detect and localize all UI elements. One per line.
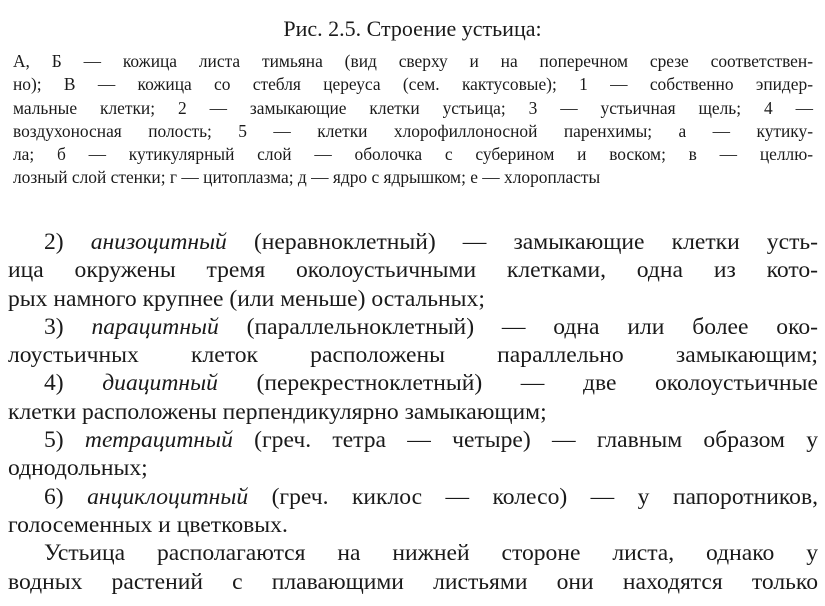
caption-line: но); В — кожица со стебля цереуса (сем. кактусовые); 1 — собственно эпидер-	[13, 74, 813, 95]
item-text: (перекрестноклетный) — две околоустьичные	[256, 370, 818, 397]
paragraph-line: Устьица располагаются на нижней стороне листа, однако у	[44, 540, 818, 567]
item-text: (неравноклетный) — замыкающие клетки усть-	[253, 229, 818, 255]
item-term: анизоцитный	[90, 229, 227, 255]
list-item-anisocytic	[8, 228, 818, 256]
figure-caption	[13, 50, 813, 190]
figure-title: Рис. 2.5. Строение устьица:	[283, 16, 542, 41]
item-number: 6)	[44, 483, 64, 510]
text-line: лоустьичных клеток расположены параллельно замыкающим;	[8, 342, 818, 369]
item-term: парацитный	[91, 313, 219, 340]
item-number: 3)	[44, 313, 64, 340]
item-text: (параллельноклетный) — одна или более око-	[246, 313, 818, 340]
item-text: (греч. киклос — колесо) — у папоротников,	[271, 483, 818, 510]
list-item-diacytic	[8, 369, 818, 397]
item-term: тетрацитный	[84, 427, 233, 454]
text-line: однодольных;	[8, 455, 148, 482]
item-term: диацитный	[102, 370, 218, 397]
text-line: голосеменных и цветковых.	[8, 511, 288, 538]
caption-line: мальные клетки; 2 — замыкающие клетки устьица; 3 — устьичная щель; 4 —	[13, 97, 813, 118]
list-item-ancyclocytic	[8, 483, 818, 511]
body-text	[8, 228, 818, 596]
paragraph-line: водных растений с плавающими листьями они находятся только	[8, 568, 818, 595]
list-item-tetracytic	[8, 426, 818, 454]
item-text: (греч. тетра — четыре) — главным образом у	[254, 427, 818, 454]
caption-line: А, Б — кожица листа тимьяна (вид сверху и на поперечном срезе соответствен-	[13, 51, 813, 71]
item-number: 4)	[44, 370, 64, 397]
caption-line: воздухоносная полость; 5 — клетки хлорофиллоносной паренхимы; а — кутику-	[13, 120, 813, 141]
text-line: ица окружены тремя околоустьичными клетками, одна из кото-	[8, 257, 818, 284]
caption-line: ла; б — кутикулярный слой — оболочка с суберином и воском; в — целлю-	[13, 144, 813, 165]
item-number: 5)	[44, 427, 64, 454]
item-term: анциклоцитный	[87, 483, 249, 510]
text-line: рых намного крупнее (или меньше) остальных;	[8, 285, 485, 312]
item-number: 2)	[44, 229, 64, 255]
text-line: клетки расположены перпендикулярно замыкающим;	[8, 398, 547, 425]
list-item-paracytic	[8, 313, 818, 341]
caption-line: лозный слой стенки; г — цитоплазма; д — ядро с ядрышком; е — хлоропласты	[13, 167, 601, 188]
